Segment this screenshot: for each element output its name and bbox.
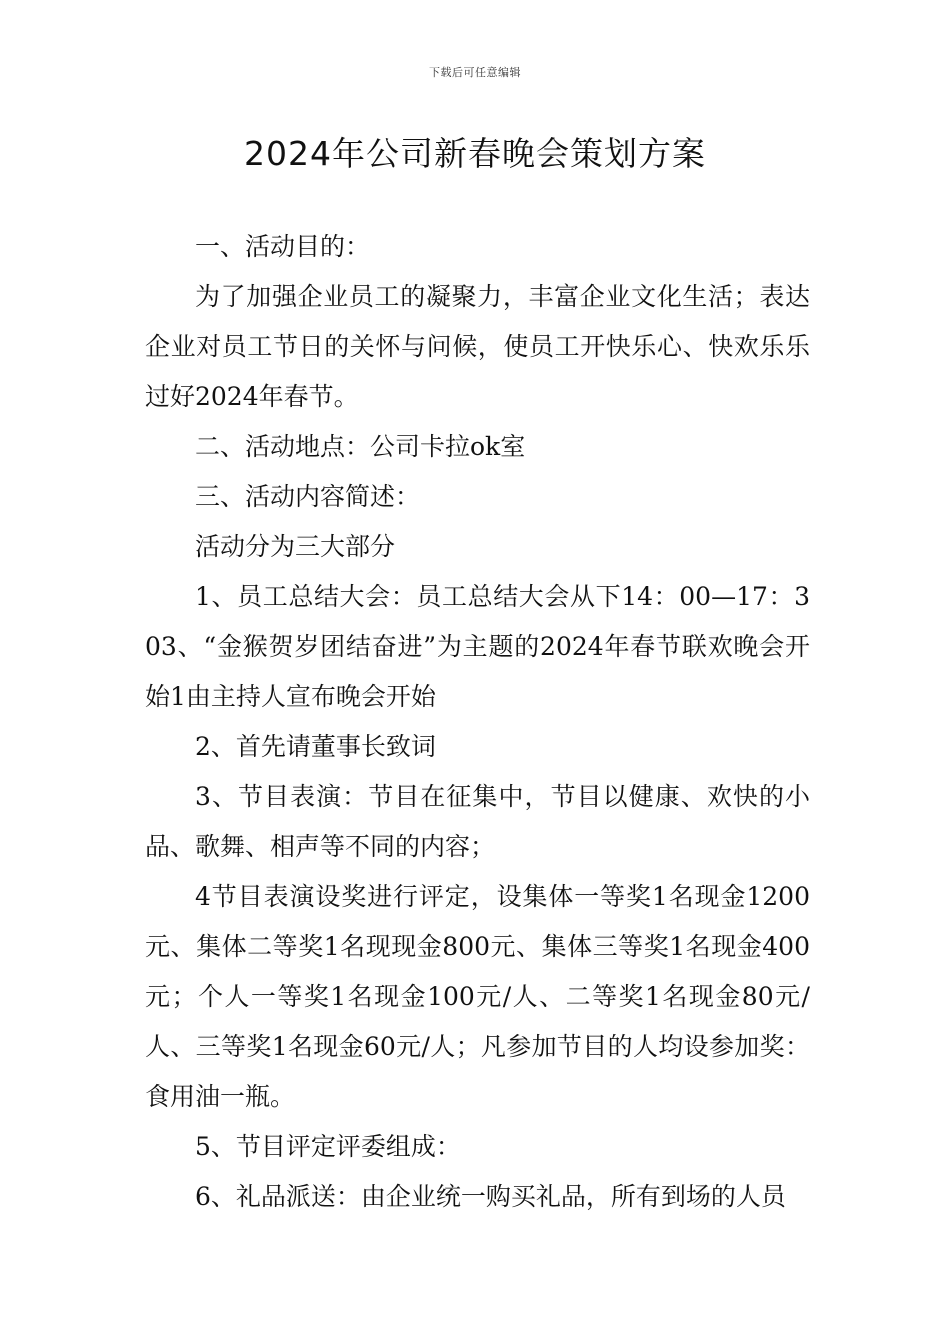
section-heading-content: 三、活动内容简述： xyxy=(195,482,421,511)
section-heading-location: 二、活动地点：公司卡拉ok室 xyxy=(195,432,526,461)
section-heading-purpose: 一、活动目的： xyxy=(195,232,371,261)
list-item-4: 4节目表演设奖进行评定，设集体一等奖1名现金1200元、集体二等奖1名现现金800元、集体三等奖1名现金400元；个人一等奖1名现金100元/人、二等奖1名现金80元/人、三等奖1名现金60元/人；凡参加节目的人均设参加奖：食用油一瓶。 xyxy=(145,882,810,1111)
list-item-6: 6、礼品派送：由企业统一购买礼品，所有到场的人员 xyxy=(195,1182,786,1211)
paragraph-purpose: 为了加强企业员工的凝聚力，丰富企业文化生活；表达企业对员工节日的关怀与问候，使员工开快乐心、快欢乐乐过好2024年春节。 xyxy=(145,282,810,411)
list-item-3: 3、节目表演：节目在征集中，节目以健康、欢快的小品、歌舞、相声等不同的内容； xyxy=(145,782,810,861)
download-watermark: 下载后可任意编辑 xyxy=(429,66,521,79)
list-item-5: 5、节目评定评委组成： xyxy=(195,1132,461,1161)
list-item-2: 2、首先请董事长致词 xyxy=(195,732,436,761)
document-body xyxy=(145,222,810,1222)
paragraph-parts: 活动分为三大部分 xyxy=(195,532,396,561)
document-title: 2024年公司新春晚会策划方案 xyxy=(244,134,706,173)
list-item-1: 1、员工总结大会：员工总结大会从下14：00—17：303、“金猴贺岁团结奋进”为主题的2024年春节联欢晚会开始1由主持人宣布晚会开始 xyxy=(145,582,810,711)
